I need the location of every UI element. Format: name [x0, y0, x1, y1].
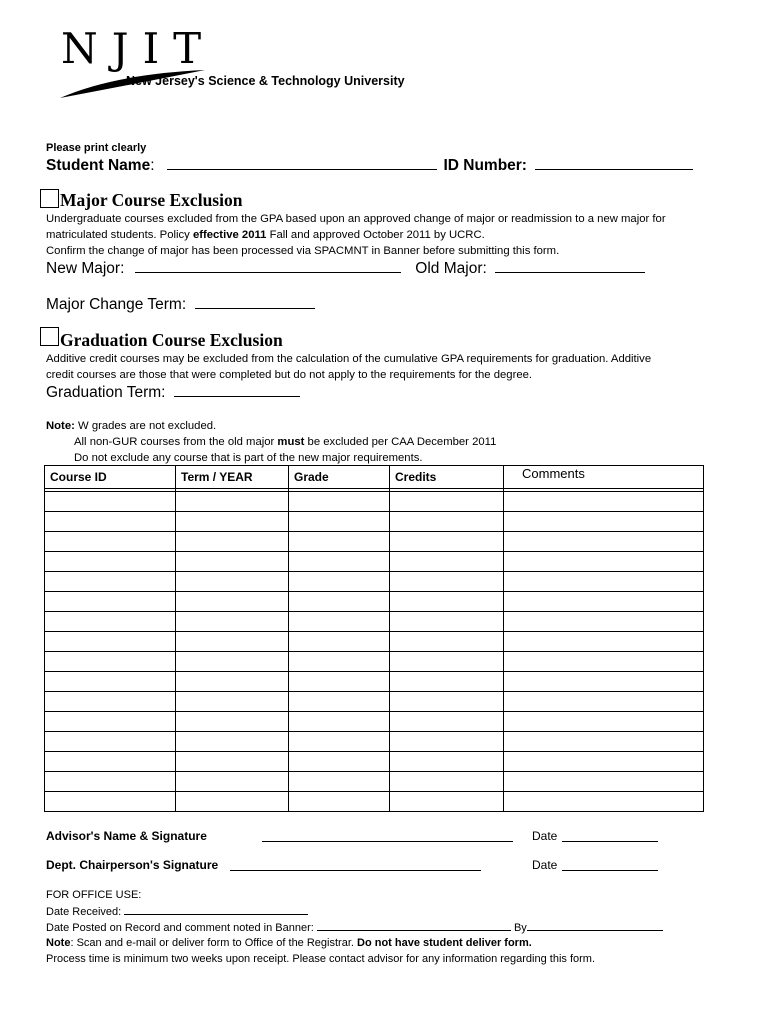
id-number-label: ID Number:	[443, 157, 527, 174]
table-cell[interactable]	[390, 652, 504, 672]
table-cell[interactable]	[504, 572, 704, 592]
table-cell[interactable]	[504, 732, 704, 752]
date-posted-label: Date Posted on Record and comment noted in Banner:	[46, 922, 314, 934]
table-cell[interactable]	[289, 692, 390, 712]
table-row	[45, 572, 704, 592]
table-cell[interactable]	[390, 632, 504, 652]
office-use-heading: FOR OFFICE USE:	[46, 889, 142, 901]
table-cell[interactable]	[504, 492, 704, 512]
major-desc-line3: Confirm the change of major has been processed via SPACMNT in Banner before submitting this form.	[46, 245, 560, 257]
table-cell[interactable]	[45, 772, 176, 792]
table-cell[interactable]	[45, 752, 176, 772]
major-desc-line2	[46, 227, 485, 243]
table-cell[interactable]	[504, 772, 704, 792]
table-cell[interactable]	[176, 732, 289, 752]
new-major-field[interactable]	[135, 258, 401, 273]
table-cell[interactable]	[45, 652, 176, 672]
table-row	[45, 612, 704, 632]
table-cell[interactable]	[390, 732, 504, 752]
table-cell[interactable]	[45, 592, 176, 612]
print-clearly-note: Please print clearly	[46, 142, 147, 154]
logo-letters: NJIT	[61, 24, 216, 73]
table-cell[interactable]	[390, 692, 504, 712]
date-received-row	[46, 903, 308, 920]
note-line2-c: be excluded per CAA December 2011	[304, 436, 497, 448]
table-cell[interactable]	[289, 612, 390, 632]
table-cell[interactable]	[176, 792, 289, 812]
process-time-note: Process time is minimum two weeks upon receipt. Please contact advisor for any information regarding this form.	[46, 953, 596, 965]
date-posted-field[interactable]	[317, 919, 511, 931]
student-name-colon: :	[150, 157, 155, 174]
table-cell[interactable]	[390, 592, 504, 612]
table-cell[interactable]	[176, 512, 289, 532]
table-row	[45, 632, 704, 652]
table-row	[45, 492, 704, 512]
table-cell[interactable]	[289, 532, 390, 552]
table-cell[interactable]	[45, 692, 176, 712]
table-cell[interactable]	[45, 712, 176, 732]
note-line2-bold: must	[277, 436, 305, 448]
graduation-term-row	[46, 382, 300, 402]
table-row	[45, 792, 704, 812]
table-cell[interactable]	[289, 632, 390, 652]
table-cell[interactable]	[45, 792, 176, 812]
new-major-label: New Major:	[46, 260, 125, 277]
njit-logo	[55, 24, 405, 102]
by-label: By	[513, 922, 527, 934]
date-received-label: Date Received:	[46, 906, 122, 918]
advisor-label: Advisor's Name & Signature	[46, 829, 207, 843]
major-change-term-label: Major Change Term:	[46, 296, 187, 313]
table-cell[interactable]	[289, 712, 390, 732]
table-cell[interactable]	[176, 772, 289, 792]
old-major-label: Old Major:	[415, 260, 487, 277]
table-cell[interactable]	[176, 612, 289, 632]
table-cell[interactable]	[289, 772, 390, 792]
major-exclusion-title: Major Course Exclusion	[60, 190, 243, 210]
table-cell[interactable]	[45, 552, 176, 572]
major-desc-line1: Undergraduate courses excluded from the GPA based upon an approved change of major or readmission to a new major for	[46, 213, 666, 225]
table-cell[interactable]	[45, 492, 176, 512]
table-cell[interactable]	[390, 712, 504, 732]
table-cell[interactable]	[289, 572, 390, 592]
note-text: W grades are not excluded.	[74, 420, 217, 432]
student-name-row	[46, 155, 693, 175]
table-cell[interactable]	[504, 532, 704, 552]
table-cell[interactable]	[390, 532, 504, 552]
chair-date-field[interactable]	[562, 856, 658, 871]
student-name-label: Student Name	[46, 157, 151, 174]
table-cell[interactable]	[289, 792, 390, 812]
note-line3: Do not exclude any course that is part of the new major requirements.	[74, 452, 423, 464]
table-cell[interactable]	[176, 692, 289, 712]
table-cell[interactable]	[45, 632, 176, 652]
table-cell[interactable]	[504, 512, 704, 532]
table-cell[interactable]	[176, 632, 289, 652]
graduation-exclusion-checkbox[interactable]	[40, 327, 59, 346]
note-line2	[74, 434, 496, 450]
table-cell[interactable]	[504, 592, 704, 612]
table-cell[interactable]	[504, 652, 704, 672]
table-cell[interactable]	[504, 612, 704, 632]
table-cell[interactable]	[504, 712, 704, 732]
table-cell[interactable]	[390, 572, 504, 592]
major-change-term-row	[46, 294, 315, 314]
table-cell[interactable]	[390, 752, 504, 772]
major-row	[46, 258, 645, 278]
table-cell[interactable]	[390, 552, 504, 572]
chair-label: Dept. Chairperson's Signature	[46, 858, 219, 872]
table-cell[interactable]	[289, 492, 390, 512]
table-row	[45, 732, 704, 752]
office-note-row	[46, 935, 532, 951]
table-cell[interactable]	[45, 532, 176, 552]
table-row	[45, 772, 704, 792]
table-cell[interactable]	[390, 512, 504, 532]
id-number-field[interactable]	[535, 155, 693, 170]
by-field[interactable]	[527, 919, 663, 931]
table-cell[interactable]	[176, 552, 289, 572]
course-table	[44, 465, 704, 812]
table-cell[interactable]	[45, 512, 176, 532]
table-cell[interactable]	[176, 492, 289, 512]
table-cell[interactable]	[390, 492, 504, 512]
office-note-bold: Do not have student deliver form.	[357, 937, 532, 949]
table-cell[interactable]	[504, 752, 704, 772]
table-cell[interactable]	[390, 772, 504, 792]
table-cell[interactable]	[504, 792, 704, 812]
table-row	[45, 672, 704, 692]
major-change-term-field[interactable]	[195, 294, 315, 309]
chair-signature-field[interactable]	[230, 856, 481, 871]
table-cell[interactable]	[504, 672, 704, 692]
note-line1	[46, 418, 216, 434]
grad-desc-line1: Additive credit courses may be excluded from the calculation of the cumulative GPA requirements for graduation. Additive	[46, 353, 652, 365]
table-cell[interactable]	[176, 532, 289, 552]
table-row	[45, 752, 704, 772]
table-cell[interactable]	[45, 572, 176, 592]
table-cell[interactable]	[289, 672, 390, 692]
header-grade: Grade	[289, 466, 390, 489]
table-cell[interactable]	[504, 552, 704, 572]
table-cell[interactable]	[176, 652, 289, 672]
table-cell[interactable]	[390, 792, 504, 812]
note-line2-a: All non-GUR courses from the old major	[74, 436, 278, 448]
chair-date-label: Date	[532, 858, 558, 872]
table-cell[interactable]	[289, 732, 390, 752]
table-row	[45, 692, 704, 712]
logo-tagline: New Jersey's Science & Technology University	[126, 74, 405, 88]
table-row	[45, 532, 704, 552]
student-name-field[interactable]	[167, 155, 437, 170]
header-term-year: Term / YEAR	[176, 466, 289, 489]
table-cell[interactable]	[45, 672, 176, 692]
graduation-exclusion-title: Graduation Course Exclusion	[60, 330, 283, 350]
table-row	[45, 592, 704, 612]
office-note-label: Note	[46, 937, 71, 949]
major-exclusion-checkbox[interactable]	[40, 189, 59, 208]
table-cell[interactable]	[289, 752, 390, 772]
table-cell[interactable]	[390, 672, 504, 692]
table-cell[interactable]	[176, 592, 289, 612]
advisor-date-field[interactable]	[562, 827, 658, 842]
date-received-field[interactable]	[124, 903, 308, 915]
date-posted-row	[46, 919, 663, 936]
note-label: Note:	[46, 420, 75, 432]
graduation-term-field[interactable]	[174, 382, 300, 397]
table-header-row	[45, 466, 704, 489]
table-cell[interactable]	[504, 632, 704, 652]
advisor-date-label: Date	[532, 829, 558, 843]
table-cell[interactable]	[289, 592, 390, 612]
table-row	[45, 552, 704, 572]
advisor-signature-field[interactable]	[262, 827, 513, 842]
table-row	[45, 712, 704, 732]
graduation-term-label: Graduation Term:	[46, 384, 166, 401]
table-row	[45, 512, 704, 532]
old-major-field[interactable]	[495, 258, 645, 273]
table-cell[interactable]	[176, 672, 289, 692]
table-cell[interactable]	[504, 692, 704, 712]
office-note-text: : Scan and e-mail or deliver form to Office of the Registrar.	[70, 937, 357, 949]
table-cell[interactable]	[176, 752, 289, 772]
major-desc-line2-a: matriculated students. Policy	[46, 229, 193, 241]
table-cell[interactable]	[176, 572, 289, 592]
header-course-id: Course ID	[45, 466, 176, 489]
table-row	[45, 652, 704, 672]
table-cell[interactable]	[390, 612, 504, 632]
grad-desc-line2: credit courses are those that were completed but do not apply to the requirements for the degree.	[46, 369, 533, 381]
table-cell[interactable]	[289, 652, 390, 672]
table-cell[interactable]	[45, 732, 176, 752]
table-cell[interactable]	[289, 552, 390, 572]
table-cell[interactable]	[45, 612, 176, 632]
table-cell[interactable]	[289, 512, 390, 532]
major-desc-line2-c: Fall and approved October 2011 by UCRC.	[266, 229, 485, 241]
header-credits: Credits	[390, 466, 504, 489]
major-desc-line2-bold: effective 2011	[192, 229, 267, 241]
table-cell[interactable]	[176, 712, 289, 732]
header-comments: Comments	[504, 466, 704, 489]
